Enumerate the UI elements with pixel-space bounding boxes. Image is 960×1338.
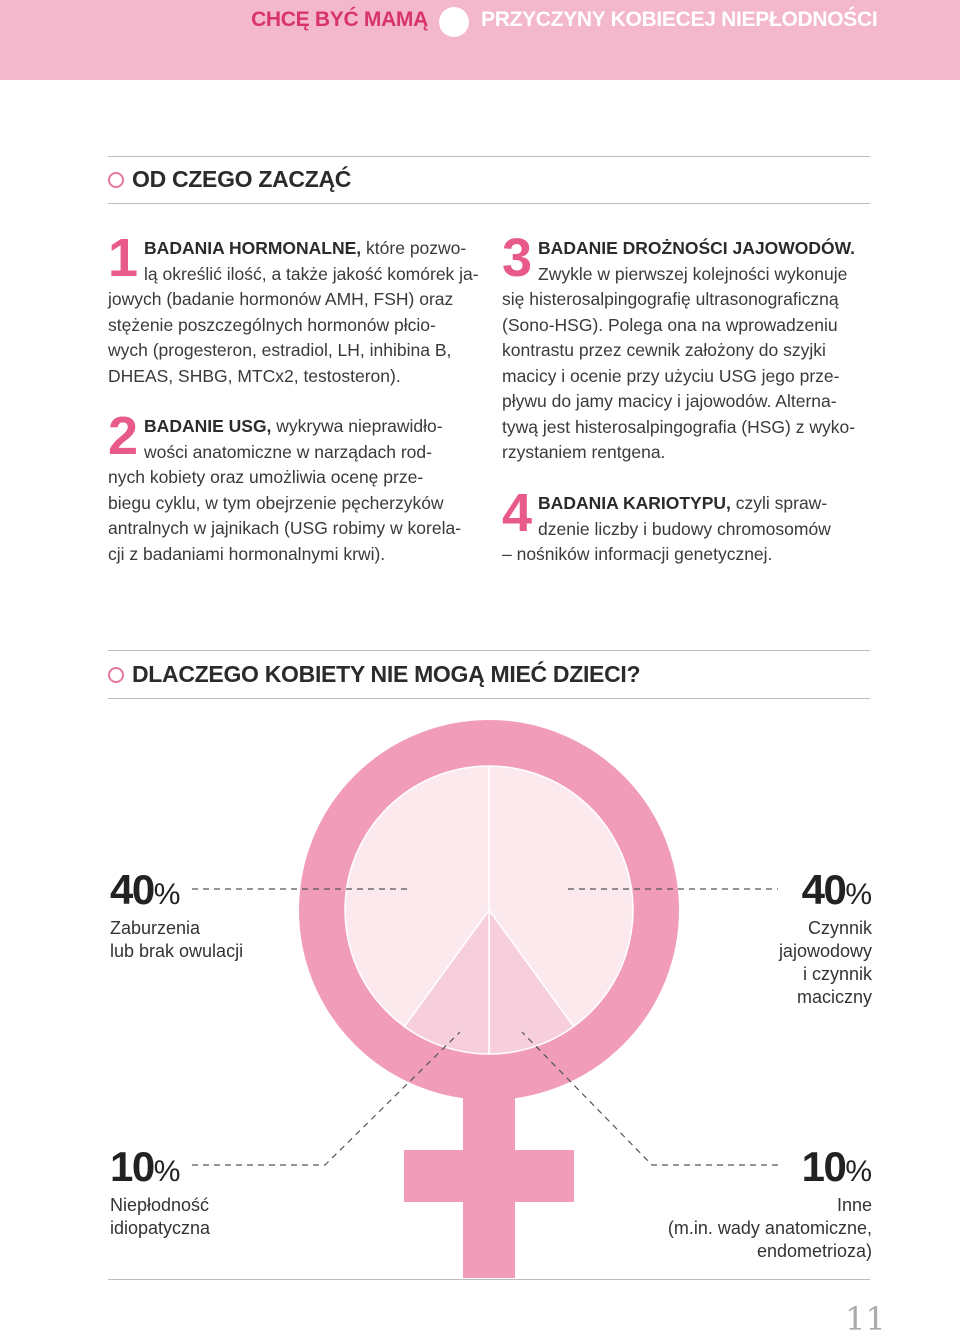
section1-top-rule [108, 156, 870, 157]
item-lead: BADANIA KARIOTYPU, [538, 493, 731, 513]
stat-label: Inne [836, 1195, 872, 1215]
leader-line-3 [192, 1032, 460, 1165]
stat-ovulation [110, 868, 243, 963]
section1-bottom-rule [108, 203, 870, 204]
stat-value: 10% [801, 1143, 872, 1190]
stat-label: maciczny [796, 987, 872, 1007]
item-line: wości anatomiczne w narządach rod- [144, 441, 432, 462]
exam-item-1 [108, 228, 488, 389]
item-lead: BADANIA HORMONALNE, [144, 238, 362, 258]
item-line: tywą jest histerosalpingografia (HSG) z wyko- [502, 416, 856, 437]
page-number: 11 [845, 1300, 886, 1338]
item-line: cji z badaniami hormonalnymi krwi). [108, 543, 386, 564]
item-line: wych (progesteron, estradiol, LH, inhibina B, [108, 340, 452, 360]
item-line: kontrastu przez cewnik założony do szyjki [502, 340, 826, 360]
item-line: stężenie poszczególnych hormonów płcio- [108, 314, 436, 335]
stat-label: lub brak owulacji [110, 941, 244, 961]
slice-idiopathic [404, 910, 489, 1054]
stat-label: Niepłodność [110, 1195, 210, 1215]
stat-label: (m.in. wady anatomiczne, [667, 1218, 872, 1238]
exam-item-2 [108, 406, 488, 567]
item-line: antralnych w jajnikach (USG robimy w korela- [108, 518, 462, 538]
pie-slices [345, 766, 633, 1054]
section1-title-text: OD CZEGO ZACZĄĆ [132, 166, 352, 192]
item-line: dzenie liczby i budowy chromosomów [538, 518, 831, 539]
item-line: nych kobiety oraz umożliwia ocenę prze- [108, 467, 424, 487]
item-line: (Sono-HSG). Polega ona na wprowadzeniu [502, 314, 838, 335]
item-line: Zwykle w pierwszej kolejności wykonuje [538, 263, 848, 284]
item-line: czyli spraw- [735, 493, 828, 513]
symbol-crossbar [404, 1150, 574, 1202]
stat-label: Zaburzenia [110, 918, 201, 938]
stat-label: i czynnik [802, 964, 872, 984]
item-line: rzystaniem rentgena. [502, 442, 666, 462]
circle-bullet-icon [108, 667, 124, 683]
item-number: 1 [108, 228, 139, 288]
item-line: jowych (badanie hormonów AMH, FSH) oraz [108, 289, 454, 309]
item-line: lą określić ilość, a także jakość komórek ja- [144, 263, 479, 284]
stat-value: 40% [110, 866, 181, 913]
exam-item-4 [502, 483, 882, 568]
stat-value: 40% [801, 866, 872, 913]
item-line: się histerosalpingografię ultrasonograficzną [502, 289, 839, 309]
header-dot-icon [439, 7, 469, 37]
section2-title [108, 661, 640, 688]
exam-item-3 [502, 228, 882, 466]
stat-label: jajowodowy [778, 941, 872, 961]
page-header [0, 0, 960, 80]
slice-ovulation [345, 766, 489, 1027]
header-title-left: CHCĘ BYĆ MAMĄ [251, 8, 428, 31]
section2-title-text: DLACZEGO KOBIETY NIE MOGĄ MIEĆ DZIECI? [132, 661, 641, 687]
item-line: biegu cyklu, w tym obejrzenie pęcherzyków [108, 492, 444, 513]
stat-label: Czynnik [807, 918, 872, 938]
item-lead: BADANIE USG, [144, 416, 272, 436]
slice-other [489, 910, 574, 1054]
stat-value: 10% [110, 1143, 181, 1190]
section2-bottom-rule [108, 698, 870, 699]
item-line: DHEAS, SHBG, MTCx2, testosteron). [108, 365, 401, 386]
item-line: wykrywa nieprawidło- [276, 416, 443, 436]
symbol-ring [322, 743, 656, 1077]
circle-bullet-icon [108, 172, 124, 188]
item-lead: BADANIE DROŻNOŚCI JAJOWODÓW. [538, 238, 856, 258]
section1-title [108, 166, 351, 193]
section2-top-rule [108, 650, 870, 651]
item-number: 2 [108, 406, 139, 466]
item-line: pływu do jamy macicy i jajowodów. Alterna- [502, 391, 837, 411]
stat-other [668, 1145, 872, 1263]
item-line: – nośników informacji genetycznej. [502, 544, 773, 564]
stat-idiopathic [110, 1145, 210, 1240]
header-title-right: PRZYCZYNY KOBIECEJ NIEPŁODNOŚCI [481, 8, 878, 31]
item-number: 3 [502, 228, 533, 288]
item-line: które pozwo- [366, 238, 467, 258]
item-line: macicy i ocenie przy użyciu USG jego prze- [502, 365, 840, 386]
symbol-stem [463, 1098, 515, 1278]
stat-label: endometrioza) [756, 1241, 872, 1261]
stat-label: idiopatyczna [110, 1218, 211, 1238]
item-number: 4 [502, 483, 533, 543]
slice-tubal-uterine [489, 766, 633, 1027]
footer-rule [108, 1279, 870, 1280]
stat-tubal-uterine [779, 868, 872, 1009]
